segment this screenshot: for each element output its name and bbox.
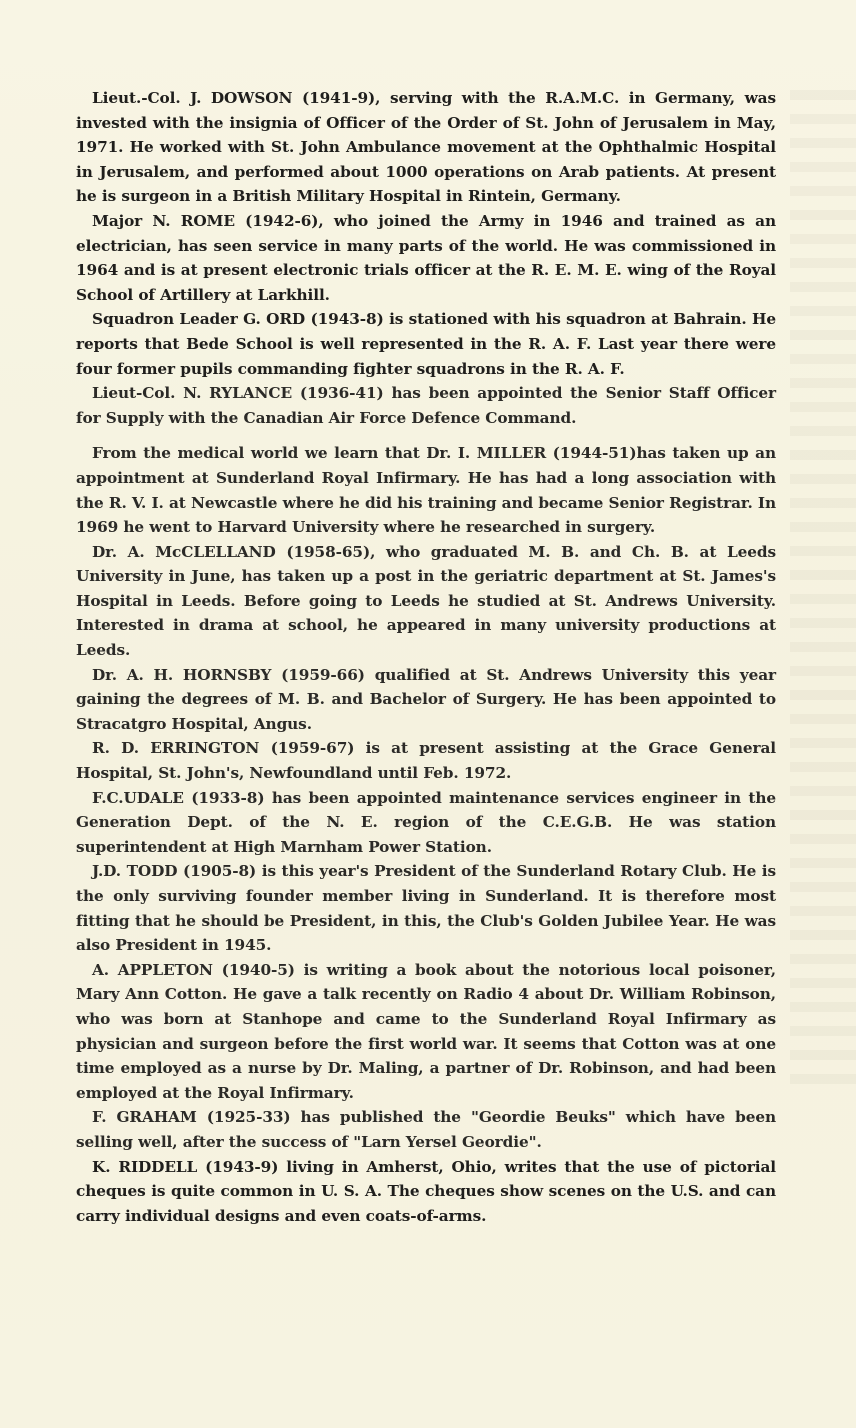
- paragraph-hornsby: Dr. A. H. HORNSBY (1959-66) qualified at St. Andrews University this year gaining the degrees of M. B. and Bachelor of Surgery. He has been appointed to Stracatgro Hospital, Angus.: [76, 665, 776, 733]
- paragraph-rylance: Lieut-Col. N. RYLANCE (1936-41) has been appointed the Senior Staff Officer for Supply with the Canadian Air Force Defence Command.: [76, 384, 776, 427]
- paragraph-riddell: K. RIDDELL (1943-9) living in Amherst, Ohio, writes that the use of pictorial cheques is quite common in U. S. A. The cheques show scenes on the U.S. and can carry individual designs and even coats-of-arms.: [76, 1157, 776, 1225]
- paragraph-miller: From the medical world we learn that Dr. I. MILLER (1944-51)has taken up an appointment at Sunderland Royal Infirmary. He has had a long association with the R. V. I. at Newcastle where he did his training and became Senior Registrar. In 1969 he went to Harvard University where he researched in surgery.: [76, 444, 776, 537]
- paragraph-appleton: A. APPLETON (1940-5) is writing a book about the notorious local poisoner, Mary Ann Cotton. He gave a talk recently on Radio 4 about Dr. William Robinson, who was born at Stanhope and came to the Sunderland Royal Infirmary as physician and surgeon before the first world war. It seems that Cotton was at one time employed as a nurse by Dr. Maling, a partner of Dr. Robinson, and had been employed at the Royal Infirmary.: [76, 960, 776, 1102]
- paragraph-mcclelland: Dr. A. McCLELLAND (1958-65), who graduated M. B. and Ch. B. at Leeds University in June, has taken up a post in the geriatric department at St. James's Hospital in Leeds. Before going to Leeds he studied at St. Andrews University. Interested in drama at school, he appeared in many university productions at Leeds.: [76, 542, 776, 660]
- paragraph-errington: R. D. ERRINGTON (1959-67) is at present assisting at the Grace General Hospital, St. John's, Newfoundland until Feb. 1972.: [76, 739, 776, 783]
- news-column: [76, 86, 776, 1228]
- paragraph-todd: J.D. TODD (1905-8) is this year's President of the Sunderland Rotary Club. He is the only surviving founder member living in Sunderland. It is therefore most fitting that he should be President, in this, the Club's Golden Jubilee Year. He was also President in 1945.: [76, 862, 776, 955]
- paragraph-ord: Squadron Leader G. ORD (1943-8) is stationed with his squadron at Bahrain. He reports that Bede School is well represented in the R. A. F. Last year there were four former pupils commanding fighter squadrons in the R. A. F.: [76, 310, 776, 378]
- bleed-through-text: [790, 90, 856, 1090]
- paragraph-graham: F. GRAHAM (1925-33) has published the "Geordie Beuks" which have been selling well, after the success of "Larn Yersel Geordie".: [76, 1108, 776, 1151]
- paragraph-rome: Major N. ROME (1942-6), who joined the Army in 1946 and trained as an electrician, has seen service in many parts of the world. He was commissioned in 1964 and is at present electronic trials officer at the R. E. M. E. wing of the Royal School of Artillery at Larkhill.: [76, 211, 776, 304]
- paragraph-udale: F.C.UDALE (1933-8) has been appointed maintenance services engineer in the Generation Dept. of the N. E. region of the C.E.G.B. He was station superintendent at High Marnham Power Station.: [76, 788, 776, 856]
- paragraph-dowson: Lieut.-Col. J. DOWSON (1941-9), serving with the R.A.M.C. in Germany, was invested with the insignia of Officer of the Order of St. John of Jerusalem in May, 1971. He worked with St. John Ambulance movement at the Ophthalmic Hospital in Jerusalem, and performed about 1000 operations on Arab patients. At present he is surgeon in a British Military Hospital in Rintein, Germany.: [76, 89, 776, 206]
